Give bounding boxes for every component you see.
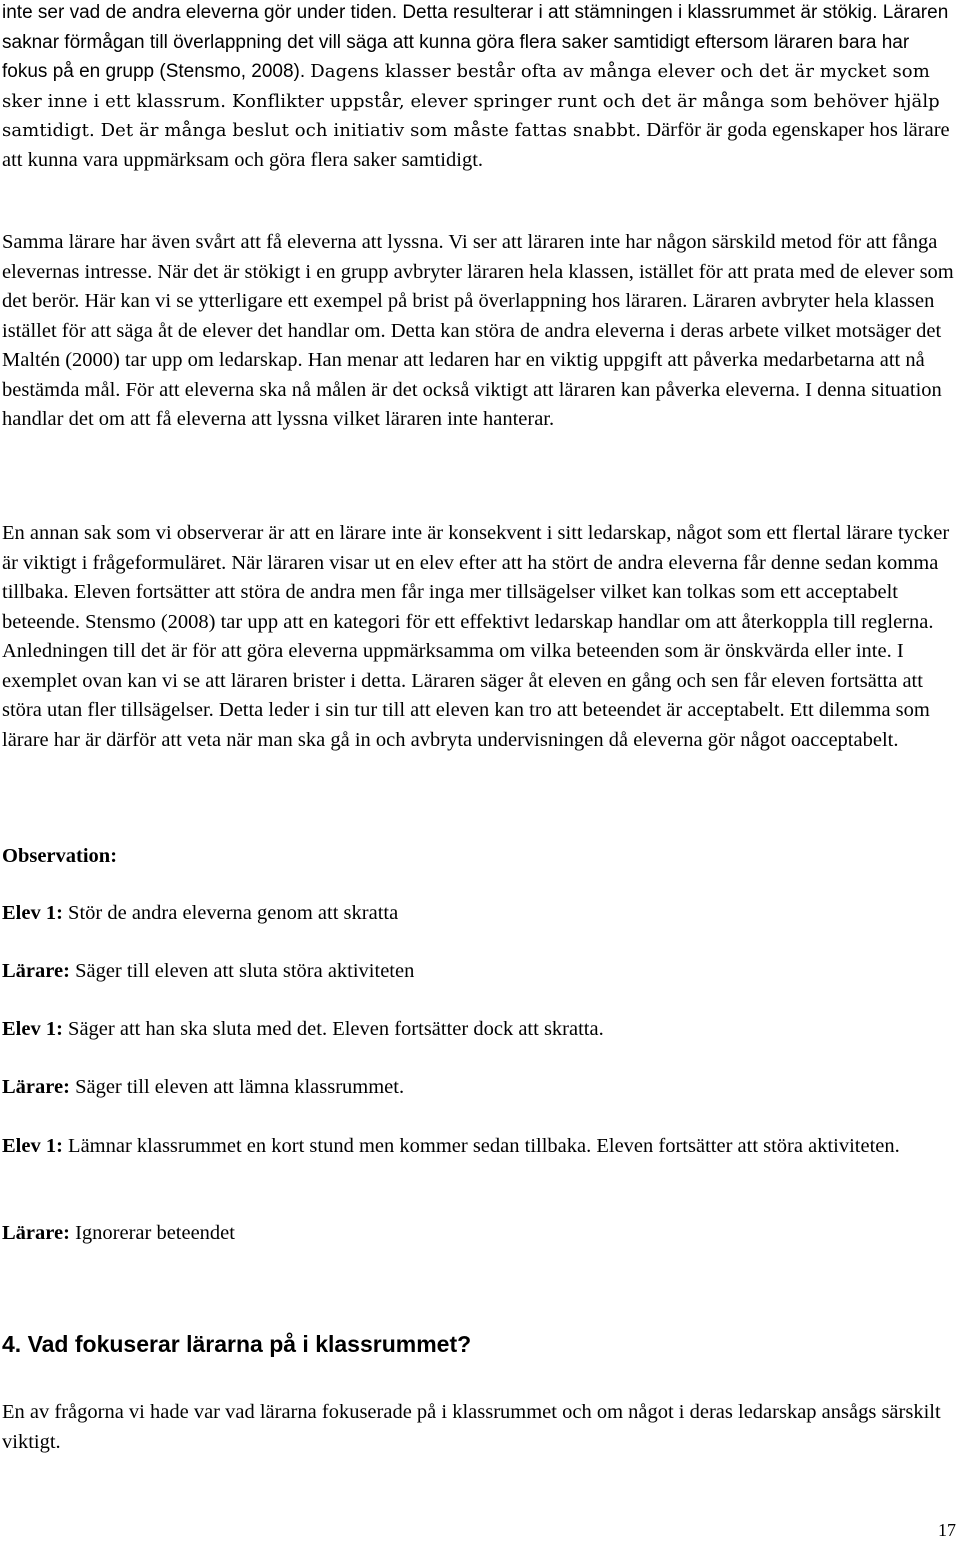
observation-line — [2, 1132, 954, 1162]
page-number: 17 — [938, 1520, 956, 1540]
observation-text: Ignorerar beteendet — [69, 1222, 235, 1244]
paragraph-1 — [2, 0, 954, 175]
observation-speaker: Lärare: — [2, 1076, 70, 1098]
observation-line — [2, 1015, 954, 1045]
observation-line — [2, 899, 954, 929]
paragraph-1-part-1: inte ser vad de andra eleverna gör under tiden. Detta resulterar i att stämningen i klassrummet är stökig. Läraren saknar förmågan till överlappning det vill säga att kunna göra flera saker samtidigt eftersom läraren bara har fokus på en grupp (Stensmo, 2008). — [2, 2, 949, 82]
section-heading: 4. Vad fokuserar lärarna på i klassrummet? — [2, 1331, 472, 1357]
observation-line — [2, 1219, 954, 1249]
paragraph-4: En av frågorna vi hade var vad lärarna fokuserade på i klassrummet och om något i deras ledarskap ansågs särskilt viktigt. — [2, 1401, 941, 1453]
observation-speaker: Elev 1: — [2, 902, 63, 924]
paragraph-1-part-2: Dagens klasser består ofta av många elever och det är mycket som sker inne i ett klassrum. Konflikter uppstår, elever springer runt och det är många som behöver hjälp samtidigt. Det är många beslut och initiativ som måste fattas snabbt. — [2, 61, 940, 141]
observation-speaker: Lärare: — [2, 1222, 70, 1244]
observation-speaker: Lärare: — [2, 960, 70, 982]
observation-line — [2, 1073, 954, 1103]
observation-text: Lämnar klassrummet en kort stund men kommer sedan tillbaka. Eleven fortsätter att störa aktiviteten. — [62, 1135, 900, 1157]
observation-heading: Observation: — [2, 845, 118, 867]
observation-text: Säger till eleven att sluta störa aktiviteten — [69, 960, 415, 982]
paragraph-1-part-3: Därför är goda egenskaper hos lärare att kunna vara uppmärksam och göra flera saker samtidigt. — [2, 119, 950, 171]
observation-speaker: Elev 1: — [2, 1135, 63, 1157]
paragraph-3: En annan sak som vi observerar är att en lärare inte är konsekvent i sitt ledarskap, något som ett flertal lärare tycker är viktigt i frågeformuläret. När läraren visar ut en elev efter att ha stört de andra eleverna får denne sedan komma tillbaka. Eleven fortsätter att störa de andra men får inga mer tillsägelser vilket kan tolkas som ett acceptabelt beteende. Stensmo (2008) tar upp att en kategori för ett effektivt ledarskap handlar om att återkoppla till reglerna. Anledningen till det är för att göra eleverna uppmärksamma om vilka beteenden som är önskvärda eller inte. I exemplet ovan kan vi se att läraren brister i detta. Läraren säger åt eleven en gång och sen får eleven fortsätta att störa utan fler tillsägelser. Detta leder i sin tur till att eleven kan tro att beteendet är acceptabelt. Ett dilemma som lärare har är därför att veta när man ska gå in och avbryta undervisningen då eleverna gör något oacceptabelt. — [2, 522, 950, 751]
observation-text: Säger till eleven att lämna klassrummet. — [69, 1076, 405, 1098]
observation-line — [2, 957, 954, 987]
paragraph-2: Samma lärare har även svårt att få eleverna att lyssna. Vi ser att läraren inte har någon särskild metod för att fånga elevernas intresse. När det är stökigt i en grupp avbryter läraren hela klassen, istället för att prata med de elever som det berör. Här kan vi se ytterligare ett exempel på brist på överlappning hos läraren. Läraren avbryter hela klassen istället för att säga åt de elever det handlar om. Detta kan störa de andra eleverna i deras arbete vilket motsäger det Maltén (2000) tar upp om ledarskap. Han menar att ledaren har en viktig uppgift att påverka medarbetarna att nå bestämda mål. För att eleverna ska nå målen är det också viktigt att läraren kan påverka eleverna. I denna situation handlar det om att få eleverna att lyssna vilket läraren inte hanterar. — [2, 231, 954, 430]
observation-speaker: Elev 1: — [2, 1018, 63, 1040]
observation-text: Stör de andra eleverna genom att skratta — [62, 902, 399, 924]
observation-text: Säger att han ska sluta med det. Eleven fortsätter dock att skratta. — [62, 1018, 604, 1040]
